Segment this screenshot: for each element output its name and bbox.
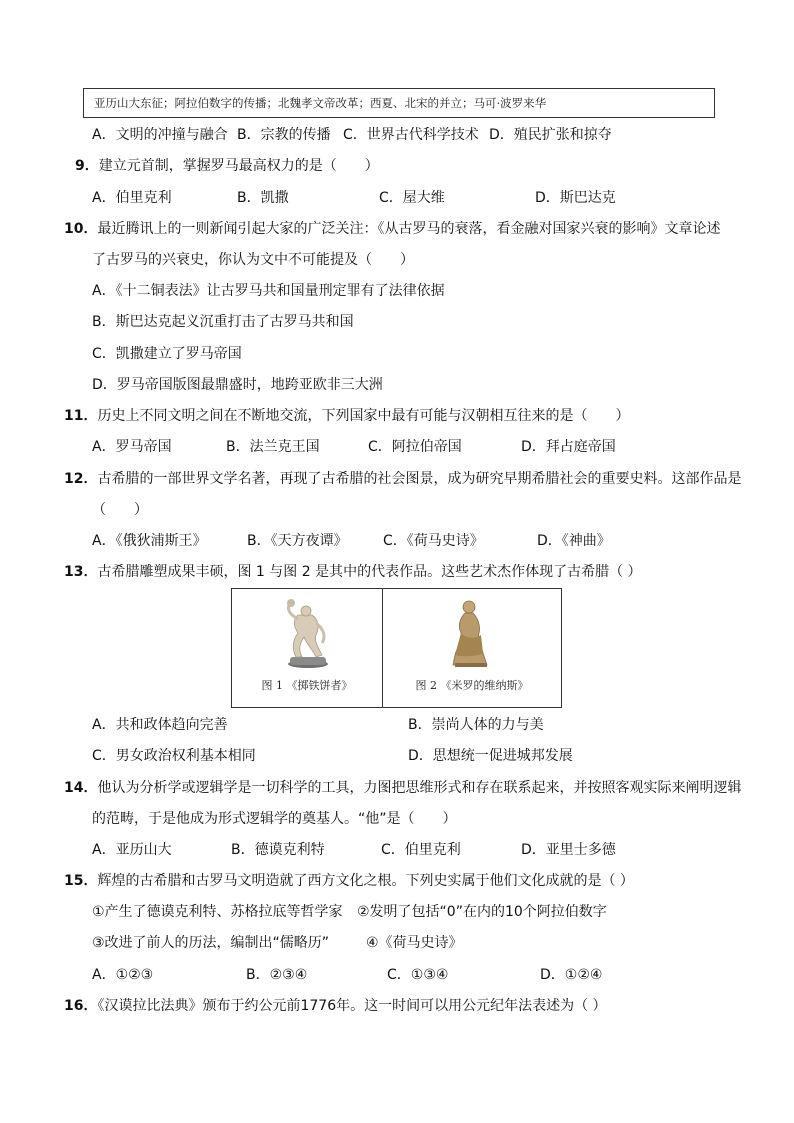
q9-option-c: C．屋大维 <box>379 190 445 206</box>
question-number: 11． <box>64 408 98 424</box>
question-14-stem-continued: 的范畴，于是他成为形式逻辑学的奠基人。“他”是（ ） <box>92 811 457 827</box>
question-10-stem-continued: 了古罗马的兴衰史，你认为文中不可能提及（ ） <box>92 252 414 268</box>
question-14 <box>64 779 741 797</box>
q14-option-c: C．伯里克利 <box>381 842 461 858</box>
question-stem: 他认为分析学或逻辑学是一切科学的工具，力图把思维形式和存在联系起来，并按照客观实际来阐明逻辑 <box>97 780 742 796</box>
q12-option-d: D．《神曲》 <box>537 533 611 549</box>
q8-option-b: B．宗教的传播 <box>237 127 331 143</box>
q8-option-c: C．世界古代科学技术 <box>343 127 479 143</box>
q9-option-b: B．凯撒 <box>237 190 289 206</box>
q12-option-b: B．《天方夜谭》 <box>247 533 348 549</box>
q10-option-a: A．《十二铜表法》让古罗马共和国量刑定罪有了法律依据 <box>92 283 445 299</box>
question-number: 16． <box>64 998 98 1014</box>
q15-option-a: A．①②③ <box>92 967 154 983</box>
question-15 <box>64 872 634 890</box>
figure-2-caption: 图 2 《米罗的维纳斯》 <box>415 679 529 692</box>
q12-option-a: A．《俄狄浦斯王》 <box>92 533 207 549</box>
q13-option-b: B．崇尚人体的力与美 <box>408 717 544 733</box>
q10-option-d: D．罗马帝国版图最鼎盛时，地跨亚欧非三大洲 <box>92 377 383 393</box>
question-12-stem-continued: （ ） <box>92 502 148 518</box>
question-9 <box>75 157 379 175</box>
q14-option-b: B．德谟克利特 <box>231 842 325 858</box>
question-number: 14． <box>64 780 98 796</box>
question-stem: 最近腾讯上的一则新闻引起大家的广泛关注：《从古罗马的衰落，看金融对国家兴衰的影响》文章论述 <box>97 221 721 237</box>
figure-2-cell <box>383 589 561 707</box>
q15-option-b: B．②③④ <box>246 967 308 983</box>
venus-de-milo-statue-image <box>383 593 561 673</box>
material-text: 亚历山大东征；阿拉伯数字的传播；北魏孝文帝改革；西夏、北宋的并立；马可·波罗来华 <box>94 96 547 110</box>
q13-option-c: C．男女政治权利基本相同 <box>92 748 256 764</box>
question-stem: 辉煌的古希腊和古罗马文明造就了西方文化之根。下列史实属于他们文化成就的是（ ） <box>97 873 634 889</box>
q15-item-1: ①产生了德谟克利特、苏格拉底等哲学家 <box>92 904 343 920</box>
question-stem: 《汉谟拉比法典》颁布于约公元前1776年。这一时间可以用公元纪年法表述为（ ） <box>97 998 607 1014</box>
figure-1-caption: 图 1 《掷铁饼者》 <box>261 679 353 692</box>
question-number: 10． <box>64 221 98 237</box>
q9-option-d: D．斯巴达克 <box>535 190 616 206</box>
q14-option-a: A．亚历山大 <box>92 842 172 858</box>
discobolus-statue-image <box>232 593 382 673</box>
q11-option-c: C．阿拉伯帝国 <box>368 439 462 455</box>
question-10 <box>64 220 720 238</box>
q13-option-a: A．共和政体趋向完善 <box>92 717 228 733</box>
question-number: 15． <box>64 873 98 889</box>
question-stem: 历史上不同文明之间在不断地交流，下列国家中最有可能与汉朝相互往来的是（ ） <box>97 408 630 424</box>
material-box <box>83 88 715 118</box>
question-stem: 建立元首制，掌握罗马最高权力的是（ ） <box>98 158 379 174</box>
q9-option-a: A．伯里克利 <box>92 190 172 206</box>
q8-option-d: D．殖民扩张和掠夺 <box>489 127 612 143</box>
q15-item-4: ④《荷马史诗》 <box>366 935 463 951</box>
q12-option-c: C．《荷马史诗》 <box>383 533 484 549</box>
question-number: 12． <box>64 471 98 487</box>
q11-option-d: D．拜占庭帝国 <box>521 439 616 455</box>
question-12 <box>64 470 741 488</box>
q8-option-a: A．文明的冲撞与融合 <box>92 127 228 143</box>
question-16 <box>64 997 607 1015</box>
q15-item-2: ②发明了包括“0”在内的10个阿拉伯数字 <box>357 904 607 920</box>
q13-option-d: D．思想统一促进城邦发展 <box>408 748 573 764</box>
question-13 <box>64 563 642 581</box>
question-number: 9． <box>75 158 99 174</box>
question-number: 13． <box>64 564 98 580</box>
q10-option-b: B．斯巴达克起义沉重打击了古罗马共和国 <box>92 314 354 330</box>
question-stem: 古希腊的一部世界文学名著，再现了古希腊的社会图景，成为研究早期希腊社会的重要史料。这部作品是 <box>97 471 742 487</box>
q15-option-c: C．①③④ <box>387 967 449 983</box>
question-stem: 古希腊雕塑成果丰硕，图 1 与图 2 是其中的代表作品。这些艺术杰作体现了古希腊（ ） <box>97 564 642 580</box>
q11-option-b: B．法兰克王国 <box>226 439 320 455</box>
figure-1-cell <box>232 589 382 707</box>
q15-option-d: D．①②④ <box>540 967 603 983</box>
q15-item-3: ③改进了前人的历法，编制出“儒略历” <box>92 935 330 951</box>
question-11 <box>64 407 629 425</box>
q14-option-d: D．亚里士多德 <box>521 842 616 858</box>
q11-option-a: A．罗马帝国 <box>92 439 172 455</box>
q10-option-c: C．凯撒建立了罗马帝国 <box>92 346 242 362</box>
figure-table <box>231 588 562 708</box>
